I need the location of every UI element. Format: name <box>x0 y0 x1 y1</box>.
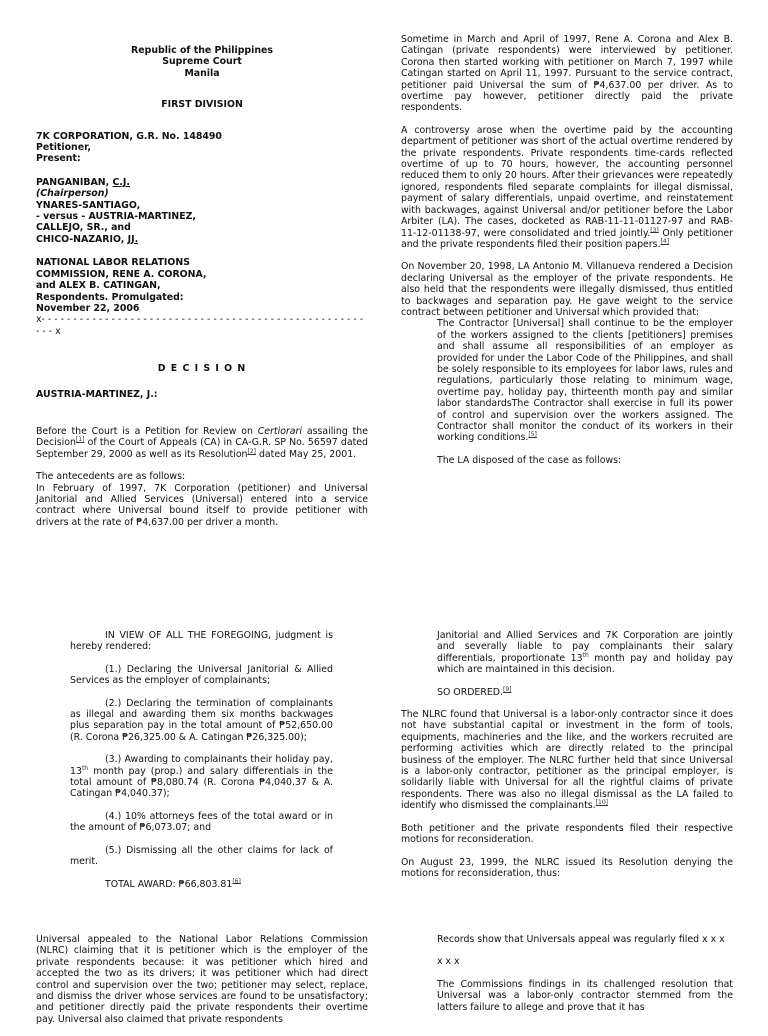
caption-line: - versus - AUSTRIA-MARTINEZ, <box>36 211 196 223</box>
caption-line: Petitioner, <box>36 142 91 154</box>
text-run: assailing the Decision <box>36 425 369 449</box>
page3-right-column <box>437 934 733 1024</box>
footnote-ref[interactable]: [3] <box>650 226 659 234</box>
so-ordered <box>437 687 733 698</box>
caption-line: and ALEX B. CATINGAN, <box>36 280 161 292</box>
dispositive-intro: IN VIEW OF ALL THE FOREGOING, judgment is hereby rendered: <box>70 630 333 653</box>
court-heading: Supreme Court <box>162 56 242 68</box>
text-run: SO ORDERED. <box>437 686 503 698</box>
caption-line <box>36 234 368 245</box>
caption-line: CALLEJO, SR., and <box>36 222 131 234</box>
page2-right-column <box>401 630 733 890</box>
caption-separator: x- - - - - - - - - - - - - - - - - - - - - - - - - - - - - - - - - - - - - - - - - - - - - - - - - - - - - - x <box>36 314 364 337</box>
ellipsis-marker: x x x <box>437 956 460 968</box>
caption-line: COMMISSION, RENE A. CORONA, <box>36 268 207 280</box>
total-award <box>70 879 333 890</box>
division-heading: FIRST DIVISION <box>161 99 243 111</box>
caption-line: NATIONAL LABOR RELATIONS <box>36 257 190 269</box>
dispositive-item: (2.) Declaring the termination of complainants as illegal and awarding them six months backwages plus separation pay in the total amount of ₱52,650.00 (R. Corona ₱26,325.00 & A. Catingan ₱26,325.00); <box>70 697 333 743</box>
footnote-ref[interactable]: [4] <box>660 237 670 245</box>
footnote-ref[interactable]: [6] <box>232 877 241 885</box>
paragraph <box>36 426 368 460</box>
caption-line <box>36 177 368 188</box>
dispositive-item: (5.) Dismissing all the other claims for lack of merit. <box>70 844 333 868</box>
caption-line: Present: <box>36 153 81 165</box>
paragraph <box>401 125 733 250</box>
footnote-ref[interactable]: [9] <box>502 685 512 693</box>
text-run: Janitorial and Allied Services and 7K Corporation are jointly and severally liable to pay complainants their salary differentials, proportionate 13 <box>437 630 733 664</box>
city-heading: Manila <box>184 67 220 79</box>
text-run: Only petitioner and the private respondents filed their position papers. <box>401 227 734 250</box>
paragraph: The antecedents are as follows: <box>36 471 186 483</box>
text-run: The Contractor [Universal] shall continue to be the employer of the workers assigned to the clients [petitioners] premises and shall assume all responsibilities of an employer as provided for under the Labor Code of the Philippines, and shall be solely responsible to its employees for labor laws, rules and regulations, particularly those relating to minimum wage, overtime pay, holiday pay, thirteenth month pay and similar labor standardsThe Contractor shall exercise in full its power of control and supervision over the workers assigned. The Contractor shall monitor the conduct of its workers in their working conditions. <box>437 318 733 444</box>
page1-right-column <box>401 34 733 477</box>
paragraph: Both petitioner and the private respondents filed their respective motions for reconsideration. <box>401 822 733 846</box>
body-text <box>36 426 368 528</box>
paragraph: On November 20, 1998, LA Antonio M. Villanueva rendered a Decision declaring Universal as the employer of the private respondents. He also held that the respondents were illegally dismissed, thus entitled to backwages and separation pay. He gave weight to the service contract between petitioner and Universal which provided that: <box>401 261 733 318</box>
text-run: Before the Court is a Petition for Review on <box>36 425 258 437</box>
caption-line: YNARES-SANTIAGO, <box>36 199 141 211</box>
paragraph: Universal appealed to the National Labor Relations Commission (NLRC) claiming that it is petitioner which is the employer of the private respondents because: it was petitioner which hired and accepted the two as its drivers; it was petitioner which had direct control and supervision over the two; petitioner may select, replace, and dismiss the driver whose services are found to be unsatisfactory; and petitioner directly paid the private respondents their overtime pay. Universal also claimed that private respondents <box>36 934 368 1025</box>
text-run: TOTAL AWARD: ₱66,803.81 <box>105 878 233 890</box>
text-run: A controversy arose when the overtime paid by the accounting department of petitioner was short of the actual overtime rendered by the private respondents. Private respondents time-cards reflected overtime of up to 70 hours, however, the accounting personnel reduced them to only 20 hours. After their grievances were repeatedly ignored, respondents filed separate complaints for illegal dismissal, payment of salary differentials, unpaid overtime, and reinstatement with backwages, against Universal and/or petitioner before the Labor Arbiter (LA). The cases, docketed as RAB-11-11-01127-97 and RAB-11-12-01138-97, were consolidated and tried jointly. <box>401 124 733 239</box>
block-quote: The Commissions findings in its challenged resolution that Universal was a labor-only contractor stemmed from the latters failure to allege and prove that it has <box>437 978 733 1013</box>
page3-left-column <box>36 934 368 1036</box>
justices-abbr: JJ. <box>127 233 139 245</box>
page2-left-column <box>70 630 333 901</box>
paragraph: In February of 1997, 7K Corporation (petitioner) and Universal Janitorial and Allied Services (Universal) entered into a service contract where Universal bound itself to provide petitioner with drivers at the rate of ₱4,637.00 per driver a month. <box>36 482 368 528</box>
paragraph: Sometime in March and April of 1997, Rene A. Corona and Alex B. Catingan (private respondents) were interviewed by petitioner. Corona then started working with petitioner on March 7, 1997 while Catingan started on April 11, 1997. Pursuant to the service contract, petitioner paid Universal the sum of ₱4,637.00 per driver. As to overtime pay however, petitioner directly paid the private respondents. <box>401 34 733 114</box>
page1-left-column <box>36 45 368 539</box>
text-run: month pay (prop.) and salary differentials in the total amount of ₱8,080.74 (R. Corona ₱4,040.37 & A. Catingan ₱4,040.37); <box>70 765 333 800</box>
footnote-ref[interactable]: [10] <box>595 799 608 807</box>
dispositive-item <box>70 754 333 800</box>
caption-line: 7K CORPORATION, G.R. No. 148490 <box>36 130 222 142</box>
republic-heading: Republic of the Philippines <box>131 45 273 56</box>
justice-name: PANGANIBAN, <box>36 176 113 188</box>
paragraph <box>401 709 733 812</box>
text-run: of the Court of Appeals (CA) in CA-G.R. SP No. 56597 dated September 29, 2000 as well as its Resolution <box>36 437 368 460</box>
superscript: th <box>81 764 89 772</box>
footnote-ref[interactable]: [2] <box>247 447 256 455</box>
paragraph: The LA disposed of the case as follows: <box>437 454 622 466</box>
dispositive-item: (4.) 10% attorneys fees of the total award or in the amount of ₱6,073.07; and <box>70 810 333 834</box>
caption-line: November 22, 2006 <box>36 302 140 314</box>
text-run: Certiorari <box>257 425 303 437</box>
justice-name: CHICO-NAZARIO, <box>36 233 128 245</box>
paragraph: On August 23, 1999, the NLRC issued its Resolution denying the motions for reconsideration, thus: <box>401 856 733 879</box>
chief-justice-abbr: C.J. <box>112 176 130 188</box>
case-caption <box>36 131 368 315</box>
ponente-line: AUSTRIA-MARTINEZ, J.: <box>36 388 158 400</box>
block-quote <box>437 630 733 676</box>
text-run: The NLRC found that Universal is a labor-only contractor since it does not have substantial capital or investment in the form of tools, equipments, machineries and the like, and the workers recruited are performing activities which are directly related to the principal business of the employer. The NLRC further held that since Universal is a labor-only contractor, petitioner as the principal employer, is solidarily liable with Universal for all the rightful claims of private respondents. There was also no illegal dismissal as the LA failed to identify who dismissed the complainants. <box>401 709 733 812</box>
text-run: dated May 25, 2001. <box>256 448 357 460</box>
caption-line: Respondents. Promulgated: <box>36 291 184 303</box>
decision-title: D E C I S I O N <box>157 363 247 375</box>
footnote-ref[interactable]: [5] <box>528 431 537 439</box>
caption-line: (Chairperson) <box>36 188 109 200</box>
footnote-ref[interactable]: [1] <box>75 436 85 444</box>
dispositive-item: (1.) Declaring the Universal Janitorial & Allied Services as the employer of complainants; <box>70 663 333 687</box>
block-quote <box>437 318 733 443</box>
text-run: month pay and holiday pay which are maintained in this decision. <box>437 652 733 676</box>
superscript: th <box>582 651 589 659</box>
text-run: (3.) Awarding to complainants their holiday pay, 13 <box>70 754 333 777</box>
block-quote: Records show that Universals appeal was regularly filed x x x <box>437 934 725 945</box>
